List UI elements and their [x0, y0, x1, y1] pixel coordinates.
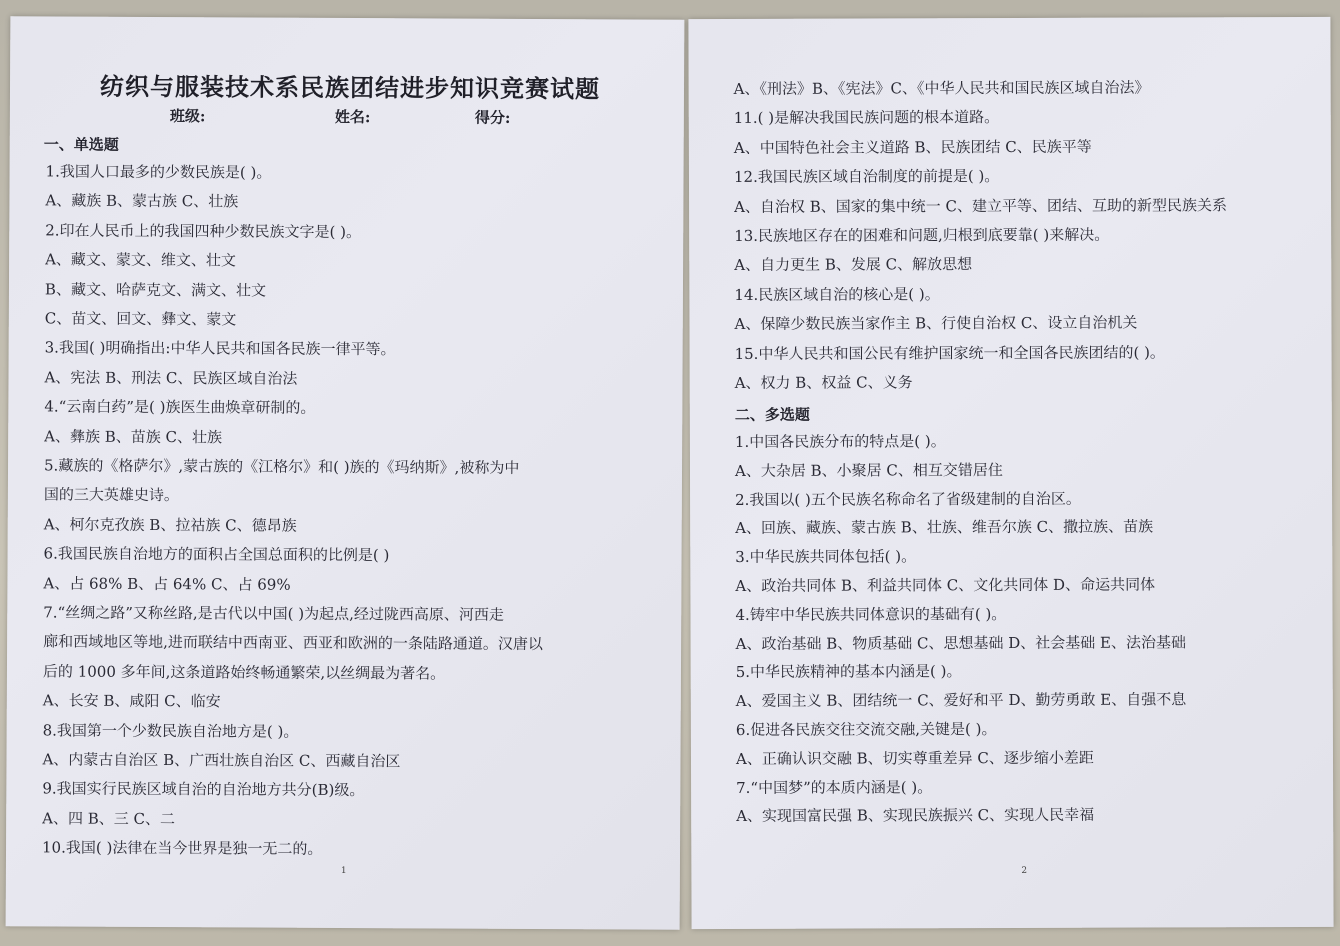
question-line: 14.民族区域自治的核心是( )。 — [734, 285, 940, 304]
page-number: 2 — [1021, 865, 1028, 876]
question-line: 3.我国( )明确指出:中华人民共和国各民族一律平等。 — [44, 338, 396, 359]
question-line: 后的 1000 多年间,这条道路始终畅通繁荣,以丝绸最为著名。 — [42, 662, 446, 683]
question-line: 国的三大英雄史诗。 — [43, 485, 179, 505]
name-label: 姓名: — [334, 107, 371, 127]
question-line: 13.民族地区存在的困难和问题,归根到底要靠( )来解决。 — [734, 225, 1110, 245]
question-line: 15.中华人民共和国公民有维护国家统一和全国各民族团结的( )。 — [734, 343, 1165, 363]
question-line: A、藏族 B、蒙古族 C、壮族 — [45, 191, 239, 211]
question-line: A、保障少数民族当家作主 B、行使自治权 C、设立自治机关 — [734, 313, 1138, 334]
question-line: 5.中华民族精神的基本内涵是( )。 — [735, 662, 962, 682]
question-line: A、自治权 B、国家的集中统一 C、建立平等、团结、互助的新型民族关系 — [734, 195, 1227, 216]
page-number: 1 — [340, 865, 347, 877]
question-line: A、柯尔克孜族 B、拉祜族 C、德昂族 — [43, 515, 297, 535]
question-line: A、内蒙古自治区 B、广西壮族自治区 C、西藏自治区 — [42, 750, 401, 771]
question-line: A、政治基础 B、物质基础 C、思想基础 D、社会基础 E、法治基础 — [735, 632, 1187, 653]
question-line: 廊和西域地区等地,进而联结中西南亚、西亚和欧洲的一条陆路通道。汉唐以 — [43, 632, 543, 654]
question-line: A、宪法 B、刑法 C、民族区域自治法 — [44, 368, 298, 388]
question-line: 2.印在人民币上的我国四种少数民族文字是( )。 — [45, 221, 362, 241]
section-heading-multiple-choice: 二、多选题 — [734, 405, 810, 424]
exam-page-1 — [6, 16, 685, 930]
section-heading-single-choice: 一、单选题 — [43, 135, 119, 154]
question-line: A、四 B、三 C、二 — [42, 809, 176, 828]
exam-page-2 — [688, 17, 1333, 929]
class-label: 班级: — [169, 107, 206, 126]
question-line: A、政治共同体 B、利益共同体 C、文化共同体 D、命运共同体 — [735, 575, 1156, 595]
question-line: C、苗文、回文、彝文、蒙文 — [44, 309, 237, 329]
question-line: A、自力更生 B、发展 C、解放思想 — [734, 255, 973, 275]
question-line: A、实现国富民强 B、实现民族振兴 C、实现人民幸福 — [736, 806, 1095, 826]
question-line: B、藏文、哈萨克文、满文、壮文 — [44, 280, 267, 300]
question-line: 1.我国人口最多的少数民族是( )。 — [45, 162, 272, 182]
question-line: 8.我国第一个少数民族自治地方是( )。 — [42, 721, 299, 741]
question-line: A、彝族 B、苗族 C、壮族 — [44, 427, 223, 446]
question-line: 7.“丝绸之路”又称丝路,是古代以中国( )为起点,经过陇西高原、河西走 — [43, 603, 504, 624]
question-list — [688, 17, 1330, 392]
question-line: 10.我国( )法律在当今世界是独一无二的。 — [41, 838, 323, 859]
question-line: 12.我国民族区域自治制度的前提是( )。 — [733, 167, 1000, 187]
question-line: A、藏文、蒙文、维文、壮文 — [45, 250, 237, 270]
question-line: 6.促进各民族交往交流交融,关键是( )。 — [735, 720, 997, 739]
question-line: A、权力 B、权益 C、义务 — [734, 373, 913, 392]
question-line: A、大杂居 B、小聚居 C、相互交错居住 — [734, 460, 1003, 480]
question-line: A、占 68% B、占 64% C、占 69% — [43, 574, 291, 594]
question-line: A、中国特色社会主义道路 B、民族团结 C、民族平等 — [733, 137, 1092, 157]
question-line: 4.铸牢中华民族共同体意识的基础有( )。 — [735, 604, 1007, 624]
student-info-row — [150, 105, 630, 127]
question-line: A、回族、藏族、蒙古族 B、壮族、维吾尔族 C、撒拉族、苗族 — [735, 517, 1154, 538]
question-line: 7.“中国梦”的本质内涵是( )。 — [736, 777, 933, 797]
question-line: 11.( )是解决我国民族问题的根本道路。 — [733, 108, 1000, 128]
question-line: 6.我国民族自治地方的面积占全国总面积的比例是( ) — [43, 544, 390, 565]
question-line: 4.“云南白药”是( )族医生曲焕章研制的。 — [44, 397, 316, 418]
score-label: 得分: — [474, 108, 511, 127]
question-line: 1.中国各民族分布的特点是( )。 — [734, 432, 946, 451]
question-line: A、正确认识交融 B、切实尊重差异 C、逐步缩小差距 — [735, 748, 1094, 768]
question-line: A、《刑法》B、《宪法》C、《中华人民共和国民族区域自治法》 — [733, 78, 1150, 98]
question-line: 3.中华民族共同体包括( )。 — [735, 547, 917, 567]
question-line: 2.我国以( )五个民族名称命名了省级建制的自治区。 — [735, 489, 1081, 509]
question-line: A、长安 B、咸阳 C、临安 — [42, 691, 221, 711]
question-line: 9.我国实行民族区域自治的自治地方共分(B)级。 — [42, 779, 365, 800]
question-line: A、爱国主义 B、团结统一 C、爱好和平 D、勤劳勇敢 E、自强不息 — [735, 690, 1187, 711]
question-line: 5.藏族的《格萨尔》,蒙古族的《江格尔》和( )族的《玛纳斯》,被称为中 — [43, 456, 520, 477]
page-title: 纺织与服装技术系民族团结进步知识竞赛试题 — [99, 71, 601, 104]
